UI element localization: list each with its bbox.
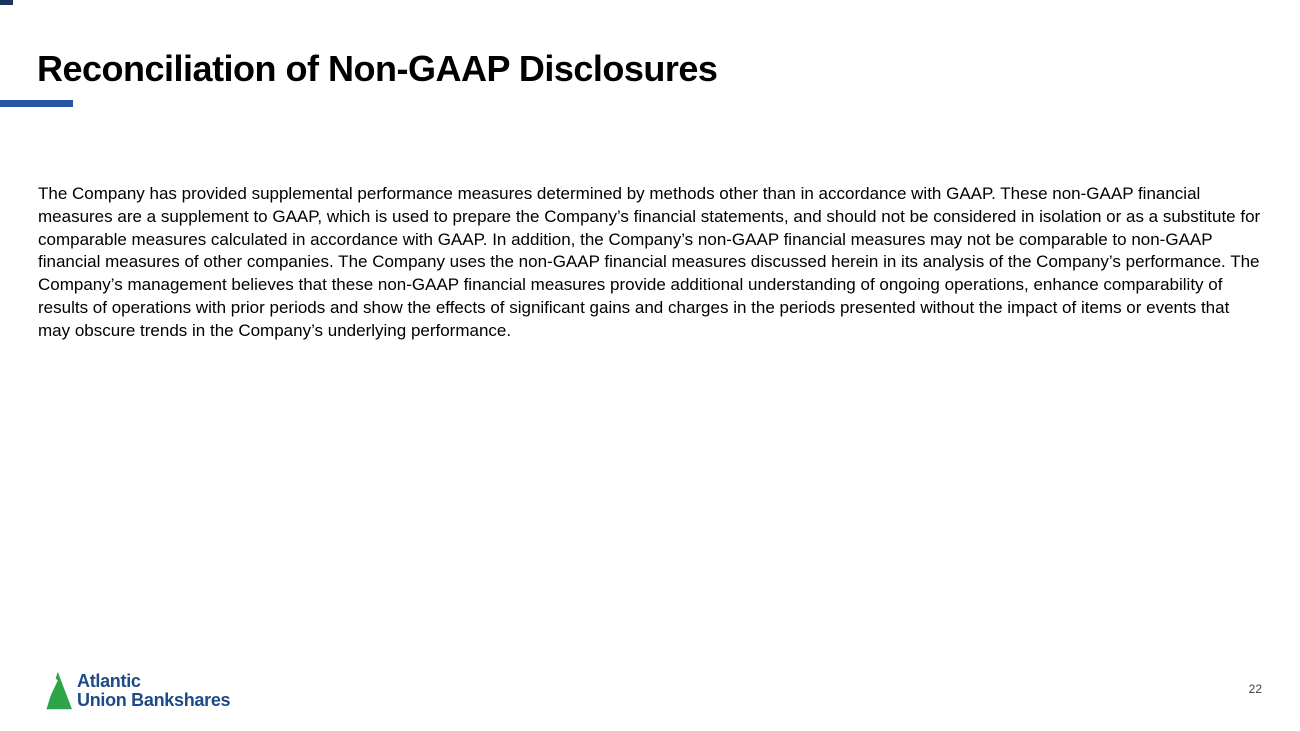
logo-wordmark-line1: Atlantic	[77, 671, 141, 691]
logo-wordmark	[77, 672, 230, 709]
page-number: 22	[1248, 682, 1262, 696]
green-mountain-a-icon	[42, 671, 72, 710]
logo-wordmark-line2: Union Bankshares	[77, 689, 231, 710]
disclosure-paragraph: The Company has provided supplemental performance measures determined by methods other than in accordance with GAAP. These non-GAAP financial measures are a supplement to GAAP, which is used to prepare the Company’s financial statements, and should not be considered in isolation or as a substitute for comparable measures calculated in accordance with GAAP. In addition, the Company’s non-GAAP financial measures may not be comparable to non-GAAP financial measures of other companies. The Company uses the non-GAAP financial measures discussed herein in its analysis of the Company’s performance. The Company’s management believes that these non-GAAP financial measures provide additional understanding of ongoing operations, enhance comparability of results of operations with prior periods and show the effects of significant gains and charges in the periods presented without the impact of items or events that may obscure trends in the Company’s underlying performance.	[38, 184, 1261, 340]
top-left-corner-mark	[0, 0, 13, 5]
company-logo	[42, 671, 230, 710]
page-title: Reconciliation of Non-GAAP Disclosures	[37, 48, 718, 89]
title-accent-bar	[0, 100, 73, 107]
